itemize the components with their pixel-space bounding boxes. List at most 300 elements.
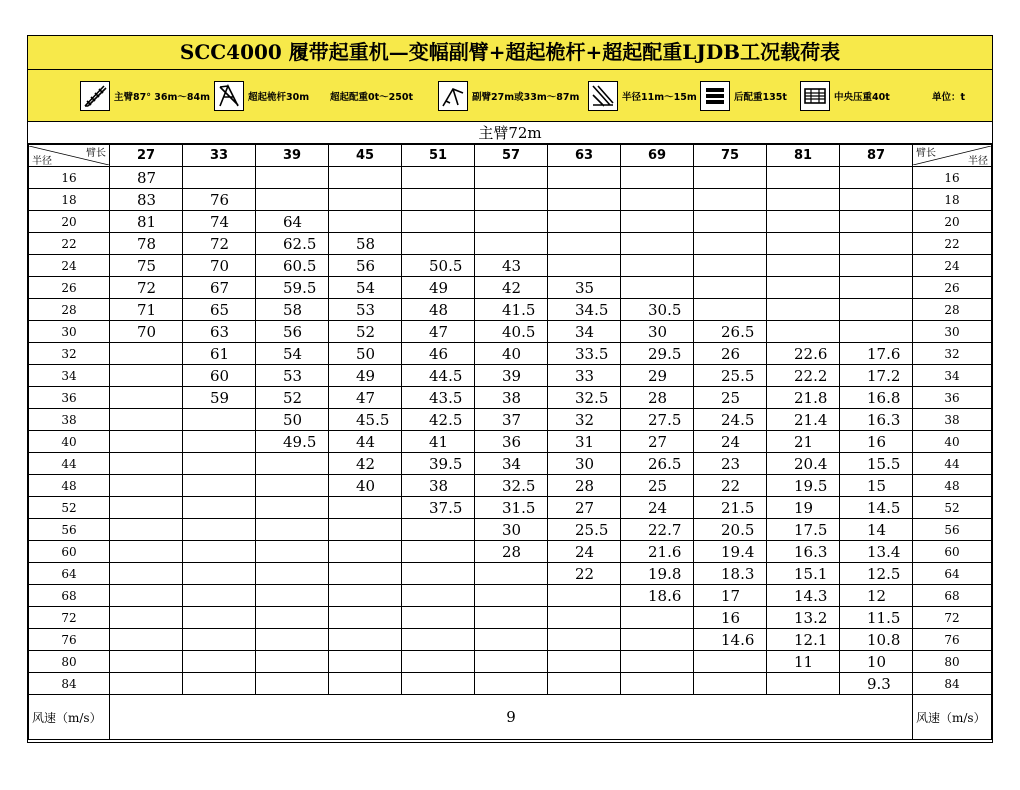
load-cell: 14.3	[767, 585, 840, 607]
radius-cell: 44	[29, 453, 110, 475]
load-cell: 83	[110, 189, 183, 211]
load-cell	[475, 607, 548, 629]
load-cell	[621, 167, 694, 189]
load-cell: 34.5	[548, 299, 621, 321]
legend-label: 主臂87° 36m～84m	[114, 92, 211, 103]
load-cell: 49	[402, 277, 475, 299]
radius-cell: 36	[29, 387, 110, 409]
load-cell: 36	[475, 431, 548, 453]
radius-cell: 52	[913, 497, 992, 519]
radius-cell: 28	[913, 299, 992, 321]
load-cell: 29.5	[621, 343, 694, 365]
load-cell: 21.4	[767, 409, 840, 431]
load-cell: 24.5	[694, 409, 767, 431]
radius-cell: 16	[29, 167, 110, 189]
load-cell: 56	[256, 321, 329, 343]
load-cell: 87	[110, 167, 183, 189]
load-cell	[183, 563, 256, 585]
load-cell: 64	[256, 211, 329, 233]
load-cell	[183, 673, 256, 695]
load-cell: 11.5	[840, 607, 913, 629]
wind-speed-row	[29, 695, 992, 740]
load-cell	[183, 629, 256, 651]
load-cell: 10.8	[840, 629, 913, 651]
load-table	[28, 144, 992, 740]
load-cell: 18.3	[694, 563, 767, 585]
radius-cell: 18	[29, 189, 110, 211]
load-cell	[548, 189, 621, 211]
boom-length-label: 臂长	[86, 148, 106, 159]
table-row	[29, 475, 992, 497]
rear-counterweight-icon	[700, 81, 730, 111]
load-cell	[767, 167, 840, 189]
table-row	[29, 343, 992, 365]
load-cell: 25.5	[694, 365, 767, 387]
load-cell	[767, 189, 840, 211]
load-cell	[621, 277, 694, 299]
load-cell: 47	[402, 321, 475, 343]
load-cell	[621, 255, 694, 277]
boom-header: 75	[694, 145, 767, 167]
load-cell	[256, 563, 329, 585]
load-cell	[548, 211, 621, 233]
load-cell	[402, 673, 475, 695]
load-cell	[183, 409, 256, 431]
load-cell: 31	[548, 431, 621, 453]
load-cell: 76	[183, 189, 256, 211]
load-cell: 19.8	[621, 563, 694, 585]
unit-label	[932, 79, 965, 113]
load-cell	[110, 431, 183, 453]
load-cell: 65	[183, 299, 256, 321]
load-cell	[402, 519, 475, 541]
load-cell	[329, 651, 402, 673]
load-cell: 25.5	[548, 519, 621, 541]
load-cell: 54	[329, 277, 402, 299]
load-cell	[402, 167, 475, 189]
load-cell	[694, 233, 767, 255]
load-cell	[110, 519, 183, 541]
radius-icon	[588, 81, 618, 111]
load-cell: 72	[110, 277, 183, 299]
load-cell	[110, 475, 183, 497]
radius-cell: 22	[29, 233, 110, 255]
load-cell	[329, 629, 402, 651]
load-cell	[694, 189, 767, 211]
load-cell	[183, 167, 256, 189]
load-cell: 9.3	[840, 673, 913, 695]
radius-cell: 84	[29, 673, 110, 695]
load-cell: 19.5	[767, 475, 840, 497]
load-cell	[329, 211, 402, 233]
load-cell: 81	[110, 211, 183, 233]
load-cell	[621, 233, 694, 255]
radius-cell: 30	[913, 321, 992, 343]
load-cell: 67	[183, 277, 256, 299]
radius-cell: 76	[29, 629, 110, 651]
load-cell	[402, 607, 475, 629]
load-cell	[767, 233, 840, 255]
radius-cell: 34	[913, 365, 992, 387]
radius-label: 半径	[968, 156, 988, 165]
load-cell: 38	[475, 387, 548, 409]
radius-cell: 48	[29, 475, 110, 497]
load-cell: 30	[621, 321, 694, 343]
load-cell	[767, 299, 840, 321]
boom-header: 87	[840, 145, 913, 167]
load-cell	[329, 541, 402, 563]
legend-label: 半径11m～15m	[622, 92, 697, 103]
load-cell: 22.6	[767, 343, 840, 365]
load-cell	[767, 277, 840, 299]
legend-item-superlift-mast	[214, 79, 309, 113]
load-cell: 22.2	[767, 365, 840, 387]
load-cell	[475, 211, 548, 233]
boom-header: 51	[402, 145, 475, 167]
load-cell: 33.5	[548, 343, 621, 365]
load-cell: 58	[256, 299, 329, 321]
load-cell	[694, 651, 767, 673]
load-cell: 43.5	[402, 387, 475, 409]
table-row	[29, 629, 992, 651]
load-cell: 38	[402, 475, 475, 497]
load-cell: 20.5	[694, 519, 767, 541]
load-cell	[840, 321, 913, 343]
radius-cell: 26	[29, 277, 110, 299]
load-cell: 24	[694, 431, 767, 453]
load-cell	[548, 255, 621, 277]
load-cell	[475, 233, 548, 255]
load-cell: 22.7	[621, 519, 694, 541]
radius-cell: 48	[913, 475, 992, 497]
load-cell	[475, 673, 548, 695]
load-cell: 78	[110, 233, 183, 255]
load-cell: 39	[475, 365, 548, 387]
load-cell: 15.1	[767, 563, 840, 585]
load-cell	[402, 211, 475, 233]
load-cell: 23	[694, 453, 767, 475]
radius-cell: 22	[913, 233, 992, 255]
load-cell: 25	[694, 387, 767, 409]
load-cell	[183, 585, 256, 607]
load-cell	[840, 189, 913, 211]
table-row	[29, 387, 992, 409]
radius-cell: 24	[29, 255, 110, 277]
legend-item-main-boom	[80, 79, 210, 113]
load-cell: 27.5	[621, 409, 694, 431]
radius-label: 半径	[32, 156, 52, 165]
load-cell	[548, 607, 621, 629]
load-cell: 14.5	[840, 497, 913, 519]
load-cell	[475, 167, 548, 189]
load-cell: 30	[475, 519, 548, 541]
load-cell: 41	[402, 431, 475, 453]
radius-cell: 40	[913, 431, 992, 453]
load-cell	[840, 299, 913, 321]
load-cell: 60.5	[256, 255, 329, 277]
load-cell	[402, 651, 475, 673]
radius-cell: 80	[29, 651, 110, 673]
boom-length-label: 臂长	[916, 148, 936, 159]
wind-speed-value: 9	[110, 695, 913, 740]
load-cell: 17	[694, 585, 767, 607]
radius-cell: 40	[29, 431, 110, 453]
table-row	[29, 673, 992, 695]
load-cell	[110, 607, 183, 629]
table-row	[29, 167, 992, 189]
load-cell	[256, 585, 329, 607]
legend-label: 中央压重40t	[834, 92, 890, 103]
load-cell: 37	[475, 409, 548, 431]
load-cell: 27	[621, 431, 694, 453]
load-cell: 32	[548, 409, 621, 431]
load-cell: 50.5	[402, 255, 475, 277]
corner-cell-left	[29, 145, 110, 167]
load-cell	[256, 189, 329, 211]
load-cell	[329, 167, 402, 189]
load-cell	[475, 629, 548, 651]
radius-cell: 72	[913, 607, 992, 629]
legend-bar	[28, 70, 992, 122]
load-cell	[621, 211, 694, 233]
load-cell	[402, 585, 475, 607]
table-row	[29, 189, 992, 211]
load-cell	[621, 189, 694, 211]
load-cell: 21.8	[767, 387, 840, 409]
load-cell: 52	[256, 387, 329, 409]
load-cell: 58	[329, 233, 402, 255]
load-cell: 44.5	[402, 365, 475, 387]
wind-speed-label: 风速（m/s）	[29, 695, 110, 740]
load-cell: 49.5	[256, 431, 329, 453]
load-cell	[110, 343, 183, 365]
load-cell: 19	[767, 497, 840, 519]
load-cell: 53	[329, 299, 402, 321]
load-cell	[548, 585, 621, 607]
load-cell	[110, 409, 183, 431]
table-row	[29, 431, 992, 453]
load-cell: 19.4	[694, 541, 767, 563]
load-cell	[256, 497, 329, 519]
load-cell	[767, 321, 840, 343]
load-cell	[183, 519, 256, 541]
load-cell	[110, 629, 183, 651]
luffing-jib-icon	[438, 81, 468, 111]
load-cell: 37.5	[402, 497, 475, 519]
table-row	[29, 409, 992, 431]
radius-cell: 20	[913, 211, 992, 233]
wind-speed-label: 风速（m/s）	[913, 695, 992, 740]
table-row	[29, 277, 992, 299]
load-cell: 29	[621, 365, 694, 387]
load-cell: 30.5	[621, 299, 694, 321]
load-cell: 50	[329, 343, 402, 365]
load-cell	[256, 629, 329, 651]
load-cell: 40	[329, 475, 402, 497]
radius-cell: 56	[913, 519, 992, 541]
load-cell: 53	[256, 365, 329, 387]
load-cell	[548, 167, 621, 189]
load-cell: 40	[475, 343, 548, 365]
table-row	[29, 519, 992, 541]
load-cell: 20.4	[767, 453, 840, 475]
load-cell	[183, 431, 256, 453]
load-cell: 14	[840, 519, 913, 541]
radius-cell: 24	[913, 255, 992, 277]
boom-header: 45	[329, 145, 402, 167]
radius-cell: 30	[29, 321, 110, 343]
load-cell: 22	[694, 475, 767, 497]
load-cell: 12.1	[767, 629, 840, 651]
load-cell	[621, 651, 694, 673]
load-cell: 17.5	[767, 519, 840, 541]
load-cell: 15.5	[840, 453, 913, 475]
load-cell: 16.8	[840, 387, 913, 409]
load-cell: 16	[840, 431, 913, 453]
load-cell: 26	[694, 343, 767, 365]
radius-cell: 44	[913, 453, 992, 475]
load-cell	[329, 673, 402, 695]
main-boom-length: 主臂72m	[28, 122, 992, 144]
load-cell: 17.6	[840, 343, 913, 365]
load-cell	[329, 497, 402, 519]
load-cell: 12.5	[840, 563, 913, 585]
radius-cell: 68	[913, 585, 992, 607]
load-cell: 22	[548, 563, 621, 585]
corner-cell-right	[913, 145, 992, 167]
table-row	[29, 497, 992, 519]
load-cell: 41.5	[475, 299, 548, 321]
load-cell	[402, 563, 475, 585]
load-cell	[840, 277, 913, 299]
load-cell: 13.4	[840, 541, 913, 563]
load-cell: 59	[183, 387, 256, 409]
load-cell: 46	[402, 343, 475, 365]
table-row	[29, 299, 992, 321]
table-row	[29, 563, 992, 585]
load-cell: 26.5	[621, 453, 694, 475]
load-cell: 10	[840, 651, 913, 673]
load-cell: 16.3	[840, 409, 913, 431]
table-row	[29, 607, 992, 629]
load-cell	[548, 629, 621, 651]
boom-header: 69	[621, 145, 694, 167]
load-cell: 34	[548, 321, 621, 343]
boom-header: 57	[475, 145, 548, 167]
load-cell: 24	[621, 497, 694, 519]
boom-header: 81	[767, 145, 840, 167]
load-cell	[329, 585, 402, 607]
legend-item-rear-counterweight	[700, 79, 787, 113]
radius-cell: 20	[29, 211, 110, 233]
load-cell: 52	[329, 321, 402, 343]
legend-item-luffing-jib	[438, 79, 579, 113]
load-cell	[840, 255, 913, 277]
load-cell: 28	[548, 475, 621, 497]
radius-cell: 52	[29, 497, 110, 519]
load-cell	[475, 651, 548, 673]
load-cell	[110, 563, 183, 585]
table-row	[29, 365, 992, 387]
load-cell	[183, 541, 256, 563]
load-cell	[621, 629, 694, 651]
radius-cell: 32	[913, 343, 992, 365]
load-cell: 71	[110, 299, 183, 321]
load-cell	[694, 211, 767, 233]
load-cell: 61	[183, 343, 256, 365]
table-row	[29, 453, 992, 475]
load-cell: 45.5	[329, 409, 402, 431]
load-cell	[548, 651, 621, 673]
load-cell: 50	[256, 409, 329, 431]
load-cell: 42.5	[402, 409, 475, 431]
load-cell: 40.5	[475, 321, 548, 343]
load-cell	[256, 607, 329, 629]
radius-cell: 16	[913, 167, 992, 189]
load-cell: 18.6	[621, 585, 694, 607]
load-cell	[256, 475, 329, 497]
page-title: SCC4000 履带起重机—变幅副臂+超起桅杆+超起配重LJDB工况载荷表	[28, 36, 992, 70]
load-cell	[329, 189, 402, 211]
load-cell	[110, 541, 183, 563]
legend-label: 超起配重0t～250t	[330, 92, 414, 103]
radius-cell: 34	[29, 365, 110, 387]
load-cell	[767, 211, 840, 233]
load-cell: 60	[183, 365, 256, 387]
load-cell	[621, 607, 694, 629]
radius-cell: 60	[29, 541, 110, 563]
load-cell: 42	[329, 453, 402, 475]
table-row	[29, 541, 992, 563]
radius-cell: 60	[913, 541, 992, 563]
unit-text: 单位：t	[932, 92, 966, 103]
radius-cell: 38	[29, 409, 110, 431]
load-cell: 75	[110, 255, 183, 277]
load-cell	[256, 673, 329, 695]
main-boom-icon	[80, 81, 110, 111]
load-cell: 59.5	[256, 277, 329, 299]
load-cell: 28	[475, 541, 548, 563]
radius-cell: 32	[29, 343, 110, 365]
legend-item-superlift-counterweight	[330, 79, 413, 113]
load-cell: 54	[256, 343, 329, 365]
load-cell: 21.6	[621, 541, 694, 563]
load-cell	[475, 563, 548, 585]
load-cell: 42	[475, 277, 548, 299]
load-cell: 32.5	[548, 387, 621, 409]
load-cell: 14.6	[694, 629, 767, 651]
load-cell	[402, 541, 475, 563]
load-cell	[475, 189, 548, 211]
legend-item-central-ballast	[800, 79, 890, 113]
load-cell: 21	[767, 431, 840, 453]
load-cell	[183, 607, 256, 629]
header-row	[29, 145, 992, 167]
load-cell: 30	[548, 453, 621, 475]
radius-cell: 72	[29, 607, 110, 629]
load-cell	[329, 563, 402, 585]
load-cell	[475, 585, 548, 607]
radius-cell: 36	[913, 387, 992, 409]
load-cell: 15	[840, 475, 913, 497]
load-cell	[110, 365, 183, 387]
load-cell: 16.3	[767, 541, 840, 563]
load-cell: 31.5	[475, 497, 548, 519]
load-cell: 48	[402, 299, 475, 321]
load-cell: 24	[548, 541, 621, 563]
load-cell	[694, 167, 767, 189]
load-cell: 39.5	[402, 453, 475, 475]
